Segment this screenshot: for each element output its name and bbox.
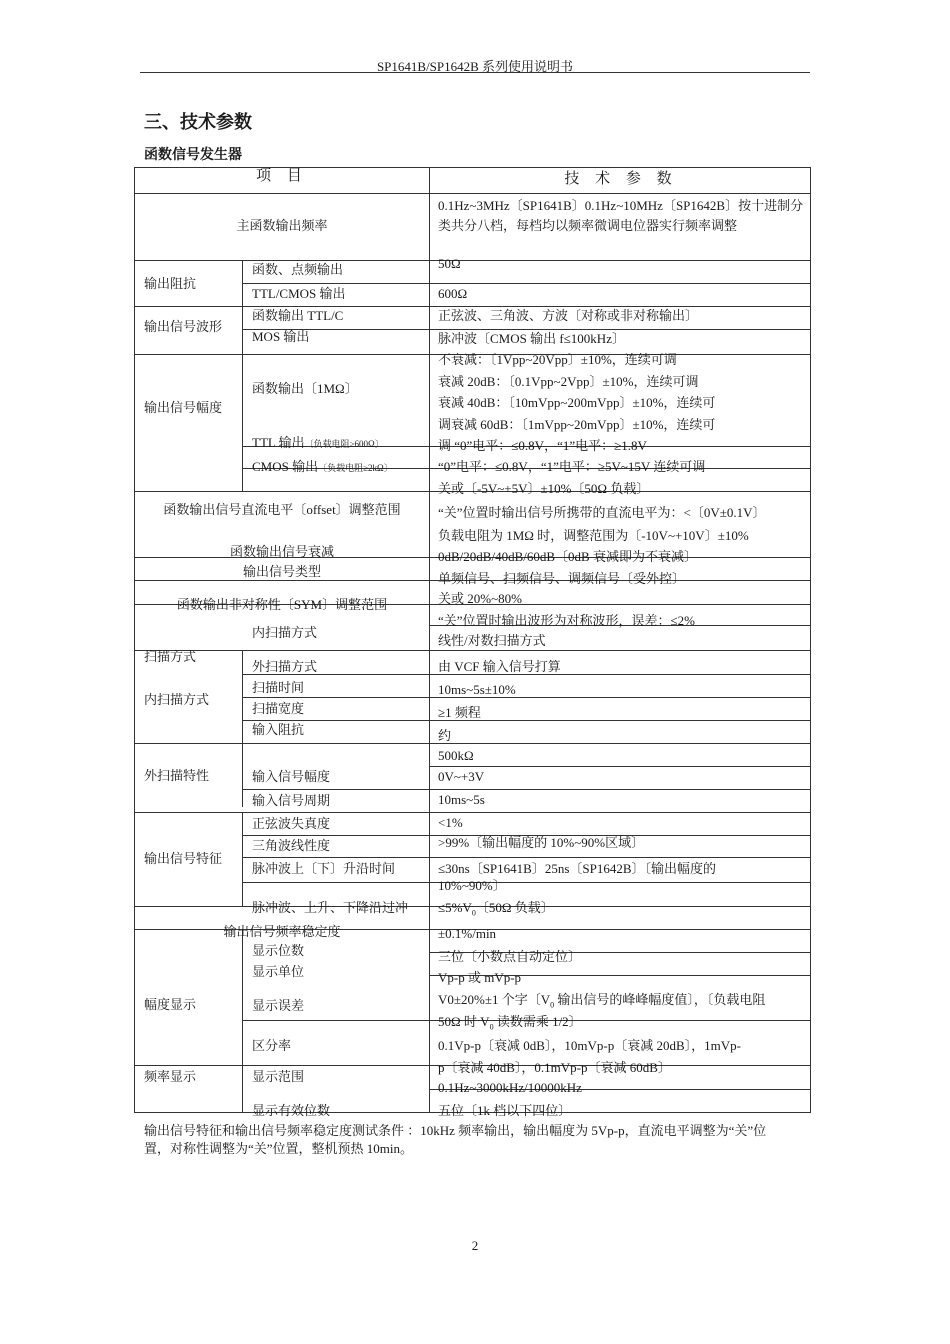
value-subscript: 0 bbox=[471, 908, 476, 918]
row-value: ±0.1%/min bbox=[438, 926, 497, 941]
row-value: 0.1Hz~3000kHz/10000kHz bbox=[438, 1080, 582, 1095]
row-value: 正弦波、三角波、方波〔对称或非对称输出〕 bbox=[438, 308, 699, 323]
value-part: ≤5%V bbox=[438, 900, 472, 915]
section-title: 三、技术参数 bbox=[144, 112, 252, 132]
col-header-param: 技 术 参 数 bbox=[564, 171, 678, 187]
value-part: 读数需乘 1/2〕 bbox=[493, 1014, 582, 1029]
sub-label: 扫描宽度 bbox=[252, 701, 305, 716]
row-value: 关或〔-5V~+5V〕±10%〔50Ω 负载〕 bbox=[438, 481, 650, 496]
sub-label: 脉冲波、上升、下降沿过冲 bbox=[252, 900, 409, 915]
sub-label: 函数输出 TTL/C bbox=[252, 308, 344, 323]
table-row-line bbox=[242, 720, 811, 721]
value-subscript: 0 bbox=[550, 1000, 555, 1010]
sub-label: 显示单位 bbox=[252, 964, 305, 979]
row-value bbox=[438, 1013, 582, 1036]
sub-label: 输入信号幅度 bbox=[252, 769, 331, 784]
row-value: “关”位置时输出信号所携带的直流电平为：<〔0V±0.1V〕 bbox=[438, 505, 766, 520]
row-value: 五位〔1k 档以下四位〕 bbox=[438, 1103, 572, 1118]
row-value: 600Ω bbox=[438, 286, 468, 301]
row-value: ≤30ns〔SP1641B〕25ns〔SP1642B〕〔输出幅度的 bbox=[438, 861, 717, 876]
sub-label: 正弦波失真度 bbox=[252, 816, 331, 831]
row-value: 50Ω bbox=[438, 256, 461, 271]
row-value: 衰减 40dB：〔10mVpp~200mVpp〕±10%，连续可 bbox=[438, 395, 716, 410]
row-value: 10ms~5s±10% bbox=[438, 682, 516, 697]
group-label: 扫描方式 bbox=[144, 649, 197, 664]
sub-label: 函数、点频输出 bbox=[252, 262, 344, 277]
sub-label: 内扫描方式 bbox=[252, 625, 318, 640]
table-border-left bbox=[134, 167, 135, 1113]
sub-label: MOS 输出 bbox=[252, 329, 310, 344]
row-value: “关”位置时输出波形为对称波形，误差：≤2% bbox=[438, 613, 696, 628]
row-value: p〔衰减 40dB〕，0.1mVp-p〔衰减 60dB〕 bbox=[438, 1060, 671, 1075]
sub-label-note: 〔负载电阻≥600Ω〕 bbox=[304, 439, 384, 449]
sub-label: 显示位数 bbox=[252, 943, 305, 958]
table-border-top bbox=[134, 167, 811, 168]
row-value: 0.1Hz~3MHz〔SP1641B〕0.1Hz~10MHz〔SP1642B〕按十进制分类共分八档，每档均以频率微调电位器实行频率调整 bbox=[438, 198, 804, 233]
row-value: 调 “0”电平：≤0.8V，“1”电平：≥1.8V bbox=[438, 438, 647, 453]
value-part: 〔50Ω 负载〕 bbox=[475, 900, 554, 915]
header-rule bbox=[140, 72, 810, 73]
sub-label-text: TTL 输出 bbox=[252, 435, 305, 450]
row-value: 由 VCF 输入信号打算 bbox=[438, 659, 561, 674]
sub-label: 函数输出〔1MΩ〕 bbox=[252, 381, 358, 396]
group-label: 频率显示 bbox=[144, 1069, 197, 1084]
row-value: 关或 20%~80% bbox=[438, 591, 522, 606]
table-row-line bbox=[134, 650, 811, 651]
row-value: 0V~+3V bbox=[438, 769, 485, 784]
table-border-right bbox=[810, 167, 811, 1113]
sub-label: 外扫描方式 bbox=[252, 659, 318, 674]
row-value: 单频信号、扫频信号、调频信号〔受外控〕 bbox=[438, 571, 686, 586]
table-column-divider bbox=[429, 167, 430, 1113]
row-label: 输出信号频率稳定度 bbox=[223, 924, 341, 939]
table-row-line bbox=[242, 857, 811, 858]
row-value: 10ms~5s bbox=[438, 792, 485, 807]
table-row-line bbox=[134, 193, 811, 194]
table-subcolumn-divider bbox=[242, 354, 243, 491]
table-subcolumn-divider bbox=[242, 812, 243, 906]
row-label: 主函数输出频率 bbox=[236, 218, 328, 233]
sub-label: 三角波线性度 bbox=[252, 838, 331, 853]
sub-label bbox=[252, 458, 393, 477]
row-value: >99%〔输出幅度的 10%~90%区域〕 bbox=[438, 835, 645, 850]
row-value bbox=[438, 991, 765, 1014]
row-value: 调衰减 60dB：〔1mVpp~20mVpp〕±10%，连续可 bbox=[438, 417, 716, 432]
sub-label: 输入阻抗 bbox=[252, 722, 305, 737]
row-value: 负载电阻为 1MΩ 时，调整范围为〔-10V~+10V〕±10% bbox=[438, 528, 749, 543]
row-label: 输出信号类型 bbox=[242, 564, 322, 579]
sub-label: 显示有效位数 bbox=[252, 1103, 331, 1118]
row-label: 函数输出非对称性〔SYM〕调整范围 bbox=[176, 597, 388, 612]
table-subcolumn-divider bbox=[242, 260, 243, 354]
spec-table bbox=[134, 167, 811, 1118]
table-row-line bbox=[429, 766, 811, 767]
table-row-line bbox=[242, 283, 811, 284]
row-value: 三位〔小数点自动定位〕 bbox=[438, 949, 582, 964]
sub-label bbox=[252, 434, 384, 453]
row-value bbox=[438, 899, 554, 922]
group-label: 输出阻抗 bbox=[144, 276, 197, 291]
row-value: ≥1 频程 bbox=[438, 705, 481, 720]
table-row-line bbox=[242, 697, 811, 698]
row-value: 0.1Vp-p〔衰减 0dB〕，10mVp-p〔衰减 20dB〕，1mVp- bbox=[438, 1038, 741, 1053]
row-value: 脉冲波〔CMOS 输出 f≤100kHz〕 bbox=[438, 331, 625, 346]
row-value: 10%~90%〕 bbox=[438, 878, 506, 893]
table-row-line bbox=[242, 789, 811, 790]
row-value: <1% bbox=[438, 815, 463, 830]
test-conditions-note: 输出信号特征和输出信号频率稳定度测试条件 ：10kHz 频率输出，输出幅度为 5Vp-p，直流电平调整为“关”位置，对称性调整为“关”位置，整机预热 10min。 bbox=[144, 1123, 767, 1156]
group-label: 输出信号波形 bbox=[144, 319, 223, 334]
row-value: Vp-p 或 mVp-p bbox=[438, 970, 522, 985]
row-value: 线性/对数扫描方式 bbox=[438, 633, 546, 648]
table-row-line bbox=[242, 882, 811, 883]
group-label: 输出信号幅度 bbox=[144, 400, 223, 415]
table-row-line bbox=[134, 812, 811, 813]
value-part: 50Ω 时 V bbox=[438, 1014, 490, 1029]
group-label: 外扫描特性 bbox=[144, 768, 210, 783]
col-header-item: 项 目 bbox=[256, 168, 308, 184]
row-value: “0”电平：≤0.8V，“1”电平：≥5V~15V 连续可调 bbox=[438, 459, 706, 474]
row-value: 0dB/20dB/40dB/60dB〔0dB 衰减即为不衰减〕 bbox=[438, 549, 697, 564]
row-value: 约 bbox=[438, 728, 452, 743]
subsection-title: 函数信号发生器 bbox=[144, 148, 242, 163]
sub-label: TTL/CMOS 输出 bbox=[252, 286, 346, 301]
group-label: 幅度显示 bbox=[144, 997, 197, 1012]
sub-label-text: CMOS 输出 bbox=[252, 459, 319, 474]
sub-label: 区分率 bbox=[252, 1038, 292, 1053]
table-row-line bbox=[134, 260, 811, 261]
row-value: 不衰减：〔1Vpp~20Vpp〕±10%，连续可调 bbox=[438, 352, 677, 367]
sub-label: 输入信号周期 bbox=[252, 793, 331, 808]
page-number: 2 bbox=[471, 1238, 479, 1253]
row-label: 函数输出信号衰减 bbox=[229, 544, 335, 559]
group-label: 输出信号特征 bbox=[144, 851, 223, 866]
table-subcolumn-divider bbox=[242, 929, 243, 1113]
sub-label-note: 〔负载电阻≥2kΩ〕 bbox=[318, 463, 393, 473]
row-value: 500kΩ bbox=[438, 748, 474, 763]
sub-label: 扫描时间 bbox=[252, 680, 305, 695]
value-part: V0±20%±1 个字〔V bbox=[438, 992, 551, 1007]
sub-label: 显示误差 bbox=[252, 998, 305, 1013]
value-part: 输出信号的峰峰幅度值〕，〔负载电阻 bbox=[554, 992, 766, 1007]
table-row-line bbox=[134, 743, 811, 744]
row-value: 衰减 20dB：〔0.1Vpp~2Vpp〕±10%，连续可调 bbox=[438, 374, 699, 389]
page-header: SP1641B/SP1642B 系列使用说明书 bbox=[376, 59, 574, 74]
value-subscript: 0 bbox=[489, 1022, 494, 1032]
group-label: 内扫描方式 bbox=[144, 692, 210, 707]
row-label: 函数输出信号直流电平〔offset〕调整范围 bbox=[163, 502, 401, 517]
sub-label: 脉冲波上〔下〕升沿时间 bbox=[252, 861, 396, 876]
sub-label: 显示范围 bbox=[252, 1069, 305, 1084]
